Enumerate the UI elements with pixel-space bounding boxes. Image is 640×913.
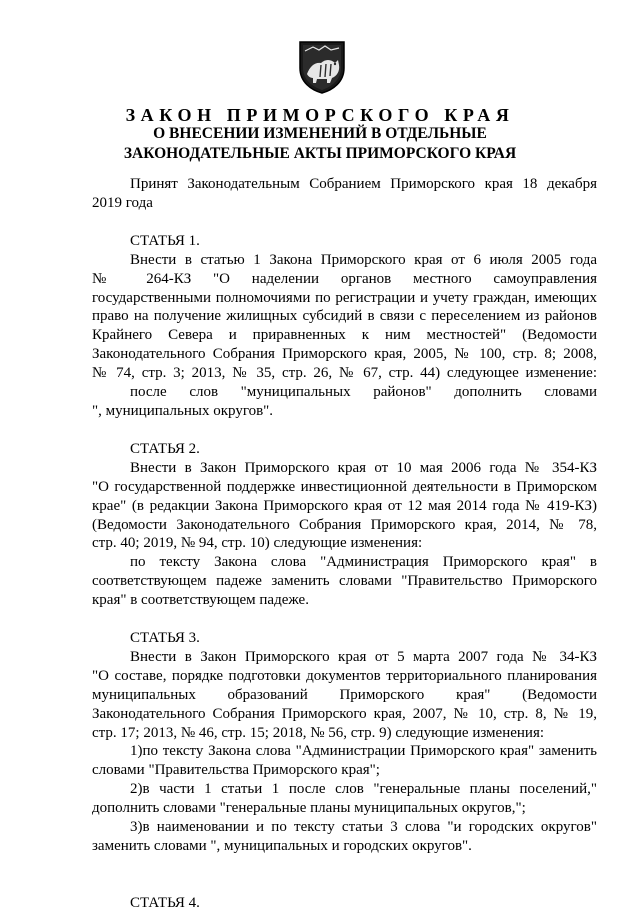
article-1-line: № 74, стр. 3; 2013, № 35, стр. 26, № 67, стр. 44) следующее изменение:: [92, 365, 597, 382]
article-3-line: муниципальных образований Приморского края" (Ведомости: [92, 686, 597, 703]
article-2-line: по тексту Закона слова "Администрация Приморского края" в: [130, 554, 597, 571]
article-1-line: государственными полномочиями по регистрации и учету граждан, имеющих: [92, 289, 597, 306]
coat-of-arms-icon: [297, 38, 347, 94]
article-4-heading: СТАТЬЯ 4.: [130, 894, 200, 911]
article-1-line: Законодательного Собрания Приморского края, 2005, № 100, стр. 8; 2008,: [92, 346, 597, 363]
article-1-line: после слов "муниципальных районов" дополнить словами: [130, 384, 597, 401]
article-3-line: 2)в части 1 статьи 1 после слов "генеральные планы поселений,": [130, 781, 597, 798]
article-2-heading: СТАТЬЯ 2.: [130, 440, 200, 457]
article-3-line: словами "Правительства Приморского края";: [92, 762, 380, 779]
article-3-line: Внести в Закон Приморского края от 5 марта 2007 года № 34-КЗ: [130, 648, 597, 665]
article-1-line: № 264-КЗ "О наделении органов местного самоуправления: [92, 270, 597, 287]
article-3-line: 3)в наименовании и по тексту статьи 3 слова "и городских округов": [130, 819, 597, 836]
article-2-line: Внести в Закон Приморского края от 10 мая 2006 года № 354-КЗ: [130, 459, 597, 476]
article-3-line: дополнить словами "генеральные планы муниципальных округов,";: [92, 800, 526, 817]
article-2-line: (Ведомости Законодательного Собрания Приморского края, 2014, № 78,: [92, 516, 597, 533]
article-3-line: стр. 17; 2013, № 46, стр. 15; 2018, № 56, стр. 9) следующие изменения:: [92, 724, 545, 741]
article-1-heading: СТАТЬЯ 1.: [130, 232, 200, 249]
article-1-line: Крайнего Севера и приравненных к ним местностей" (Ведомости: [92, 327, 597, 344]
article-2-line: крае" (в редакции Закона Приморского края от 12 мая 2014 года № 419-КЗ): [92, 497, 597, 514]
article-2-line: стр. 40; 2019, № 94, стр. 10) следующие изменения:: [92, 535, 423, 552]
adopted-line: Принят Законодательным Собранием Приморского края 18 декабря: [130, 176, 597, 192]
article-3-line: Законодательного Собрания Приморского края, 2007, № 10, стр. 8, № 19,: [92, 705, 597, 722]
article-2-line: края" в соответствующем падеже.: [92, 592, 309, 609]
article-3-line: заменить словами ", муниципальных и городских округов".: [92, 838, 472, 854]
article-3-line: 1)по тексту Закона слова "Администрации Приморского края" заменить: [130, 743, 597, 760]
article-3-heading: СТАТЬЯ 3.: [130, 630, 200, 647]
article-1-line: ", муниципальных округов".: [92, 402, 274, 419]
article-2-line: "О государственной поддержке инвестиционной деятельности в Приморском: [92, 478, 597, 495]
law-title: ЗАКОН ПРИМОРСКОГО КРАЯ: [125, 105, 515, 125]
article-3-line: "О составе, порядке подготовки документов территориального планирования: [92, 667, 597, 684]
adopted-line: 2019 года: [92, 194, 153, 211]
article-2-line: соответствующем падеже заменить словами "Правительство Приморского: [92, 573, 597, 590]
article-1-line: право на получение жилищных субсидий в связи с переселением из районов: [92, 308, 597, 325]
article-1-line: Внести в статью 1 Закона Приморского края от 6 июля 2005 года: [130, 251, 597, 268]
law-subtitle-line-2: ЗАКОНОДАТЕЛЬНЫЕ АКТЫ ПРИМОРСКОГО КРАЯ: [123, 145, 517, 162]
law-subtitle-line-1: О ВНЕСЕНИИ ИЗМЕНЕНИЙ В ОТДЕЛЬНЫЕ: [153, 125, 487, 142]
document-body: [92, 175, 597, 913]
